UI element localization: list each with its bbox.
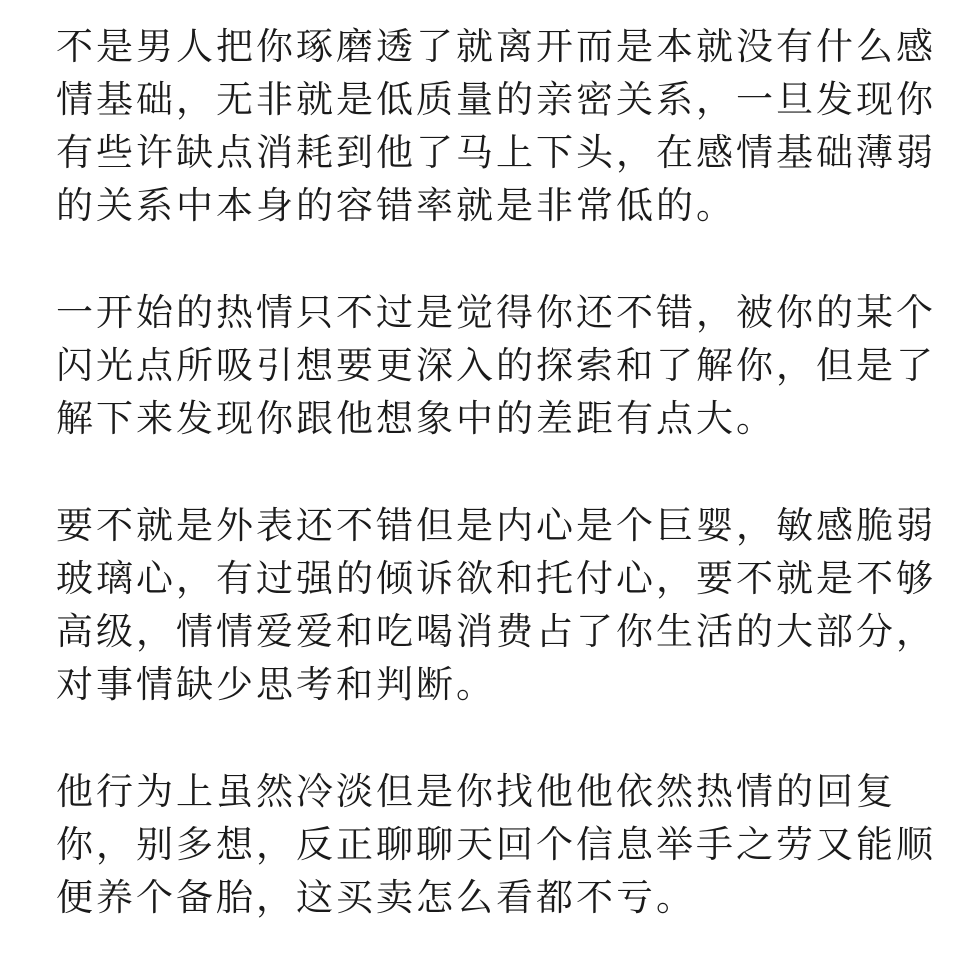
text-line: 闪光点所吸引想要更深入的探索和了解你，但是了	[56, 344, 936, 387]
text-line: 的关系中本身的容错率就是非常低的。	[56, 184, 736, 227]
text-line: 有些许缺点消耗到他了马上下头，在感情基础薄弱	[56, 131, 936, 174]
text-line: 他行为上虽然冷淡但是你找他他依然热情的回复	[56, 770, 896, 813]
article-body	[56, 20, 936, 978]
text-line: 便养个备胎，这买卖怎么看都不亏。	[56, 876, 696, 919]
text-line: 玻璃心，有过强的倾诉欲和托付心，要不就是不够	[56, 557, 936, 600]
text-line: 高级，情情爱爱和吃喝消费占了你生活的大部分，	[56, 610, 936, 653]
text-line: 不是男人把你琢磨透了就离开而是本就没有什么感	[56, 25, 936, 68]
text-line: 你，别多想，反正聊聊天回个信息举手之劳又能顺	[56, 823, 936, 866]
text-line: 解下来发现你跟他想象中的差距有点大。	[56, 397, 776, 440]
paragraph-2	[56, 286, 936, 445]
text-line: 情基础，无非就是低质量的亲密关系，一旦发现你	[56, 78, 936, 121]
text-line: 要不就是外表还不错但是内心是个巨婴，敏感脆弱	[56, 504, 936, 547]
paragraph-4	[56, 765, 936, 924]
paragraph-1	[56, 20, 936, 232]
text-line: 一开始的热情只不过是觉得你还不错，被你的某个	[56, 291, 936, 334]
text-line: 对事情缺少思考和判断。	[56, 663, 496, 706]
paragraph-3	[56, 499, 936, 711]
